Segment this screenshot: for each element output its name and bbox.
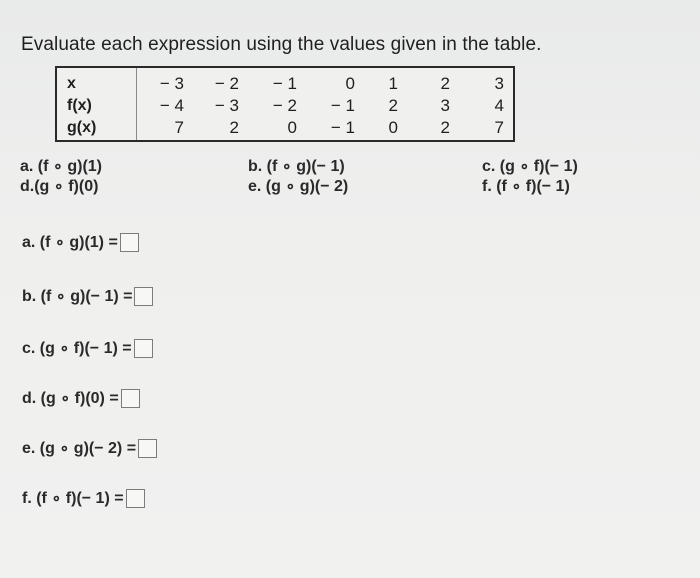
table-cell: − 3 [214,96,239,115]
answer-label: d. (g ∘ f)(0) = [22,390,119,407]
table-cell: − 3 [159,74,184,93]
answer-input-d[interactable] [121,389,140,408]
answer-label: e. (g ∘ g)(− 2) = [22,440,137,457]
answer-row-b [22,284,153,308]
table-cell: 2 [229,118,239,137]
answer-label: f. (f ∘ f)(− 1) = [22,490,124,507]
table-cell: − 1 [330,96,355,115]
row-label: x [67,75,76,92]
instruction-heading: Evaluate each expression using the values given in the table. [21,34,542,55]
table-row-gx [57,117,513,139]
table-cell: 4 [494,96,504,115]
answer-input-a[interactable] [120,233,139,252]
answer-label: c. (g ∘ f)(− 1) = [22,340,132,357]
table-cell: 2 [440,118,450,137]
values-table [55,66,515,142]
table-cell: 3 [494,74,504,93]
answer-row-c [22,336,153,360]
table-cell: 3 [440,96,450,115]
expression-e: e. (g ∘ g)(− 2) [248,178,349,195]
table-cell: 2 [388,96,398,115]
table-cell: 7 [494,118,504,137]
table-cell: 0 [345,74,355,93]
answer-label: b. (f ∘ g)(− 1) = [22,288,133,305]
table-row-fx [57,95,513,117]
expression-f: f. (f ∘ f)(− 1) [482,178,570,195]
answer-input-c[interactable] [134,339,153,358]
expression-c: c. (g ∘ f)(− 1) [482,158,578,175]
table-cell: − 4 [159,96,184,115]
answer-input-b[interactable] [134,287,153,306]
table-cell: 1 [388,74,398,93]
table-cell: − 1 [272,74,297,93]
expression-b: b. (f ∘ g)(− 1) [248,158,345,175]
row-label: f(x) [67,97,92,114]
answer-row-a [22,230,139,254]
table-cell: 7 [174,118,184,137]
answer-input-f[interactable] [126,489,145,508]
table-cell: − 2 [214,74,239,93]
answer-row-e [22,436,157,460]
table-cell: 0 [388,118,398,137]
answer-input-e[interactable] [138,439,157,458]
table-cell: − 2 [272,96,297,115]
table-row-x [57,73,513,95]
expression-d: d.(g ∘ f)(0) [20,178,99,195]
table-cell: − 1 [330,118,355,137]
expression-a: a. (f ∘ g)(1) [20,158,103,175]
answer-row-d [22,386,140,410]
answer-row-f [22,486,145,510]
answer-label: a. (f ∘ g)(1) = [22,234,118,251]
row-label: g(x) [67,119,97,136]
table-cell: 0 [287,118,297,137]
table-cell: 2 [440,74,450,93]
